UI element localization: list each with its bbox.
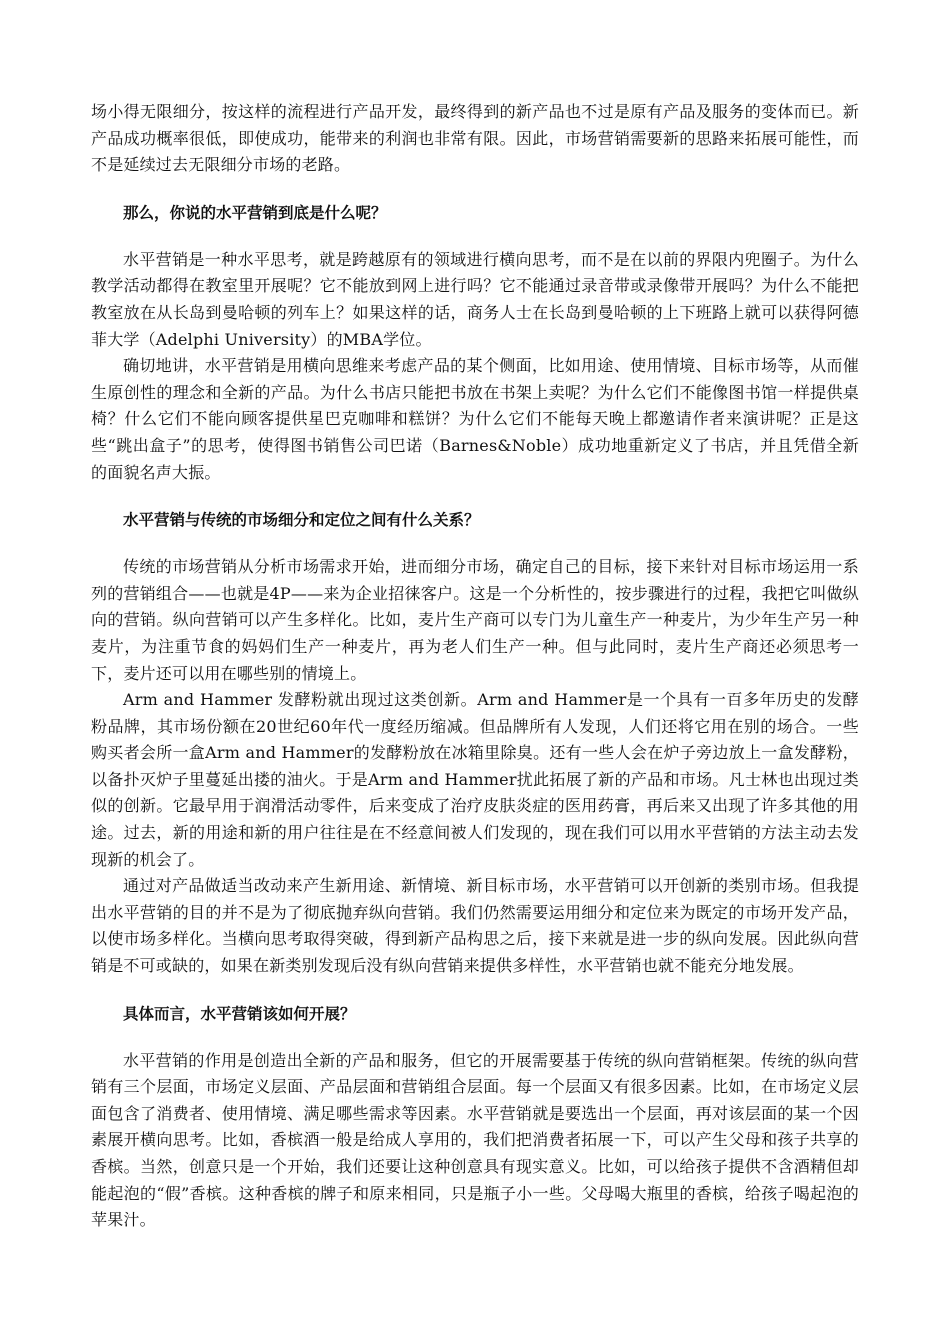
section-heading: 具体而言，水平营销该如何开展？ (123, 1004, 356, 1023)
section-relation-to-segmentation (91, 507, 859, 980)
body-paragraph: 通过对产品做适当改动来产生新用途、新情境、新目标市场，水平营销可以开创新的类别市场。但我提出水平营销的目的并不是为了彻底抛弃纵向营销。我们仍然需要运用细分和定位来为既定的市场开发产品，以使市场多样化。当横向思考取得突破，得到新产品构思之后，接下来就是进一步的纵向发展。因此纵向营销是不可或缺的，如果在新类别发现后没有纵向营销来提供多样性，水平营销也就不能充分地发展。 (91, 876, 859, 976)
body-paragraph: 场小得无限细分，按这样的流程进行产品开发，最终得到的新产品也不过是原有产品及服务的变体而已。新产品成功概率很低，即使成功，能带来的利润也非常有限。因此，市场营销需要新的思路来拓展可能性，而不是延续过去无限细分市场的老路。 (91, 102, 859, 175)
section-what-is-lateral-marketing (91, 200, 859, 486)
section-how-to-implement (91, 1001, 859, 1234)
body-paragraph: Arm and Hammer 发酵粉就出现过这类创新。Arm and Hammer是一个具有一百多年历史的发酵粉品牌，其市场份额在20世纪60年代一度经历缩减。但品牌所有人发现，人们还将它用在别的场合。一些购买者会所一盒Arm and Hammer的发酵粉放在冰箱里除臭。还有一些人会在炉子旁边放上一盒发酵粉，以备扑灭炉子里蔓延出搂的油火。于是Arm and Hammer扰此拓展了新的产品和市场。凡士林也出现过类似的创新。它最早用于润滑活动零件，后来变成了治疗皮肤炎症的医用药膏，再后来又出现了许多其他的用途。过去，新的用途和新的用户往往是在不经意间被人们发现的，现在我们可以用水平营销的方法主动去发现新的机会了。 (91, 690, 859, 869)
body-paragraph: 传统的市场营销从分析市场需求开始，进而细分市场，确定自己的目标，接下来针对目标市场运用一系列的营销组合——也就是4P——来为企业招徕客户。这是一个分析性的，按步骤进行的过程，我把它叫做纵向的营销。纵向营销可以产生多样化。比如，麦片生产商可以专门为儿童生产一种麦片，为少年生产另一种麦片，为注重节食的妈妈们生产一种麦片，再为老人们生产一种。但与此同时，麦片生产商还必须思考一下，麦片还可以用在哪些别的情境上。 (91, 557, 859, 683)
intro-section (91, 99, 859, 179)
document-page (91, 99, 859, 1234)
body-paragraph: 水平营销的作用是创造出全新的产品和服务，但它的开展需要基于传统的纵向营销框架。传统的纵向营销有三个层面，市场定义层面、产品层面和营销组合层面。每一个层面又有很多因素。比如，在市场定义层面包含了消费者、使用情境、满足哪些需求等因素。水平营销就是要选出一个层面，再对该层面的某一个因素展开横向思考。比如，香槟酒一般是给成人享用的，我们把消费者拓展一下，可以产生父母和孩子共享的香槟。当然，创意只是一个开始，我们还要让这种创意具有现实意义。比如，可以给孩子提供不含酒精但却能起泡的“假”香槟。这种香槟的牌子和原来相同，只是瓶子小一些。父母喝大瓶里的香槟，给孩子喝起泡的苹果汁。 (91, 1050, 859, 1230)
body-paragraph: 确切地讲，水平营销是用横向思维来考虑产品的某个侧面，比如用途、使用情境、目标市场等，从而催生原创性的理念和全新的产品。为什么书店只能把书放在书架上卖呢？为什么它们不能像图书馆一样提供桌椅？什么它们不能向顾客提供星巴克咖啡和糕饼？为什么它们不能每天晚上都邀请作者来演讲呢？正是这些“跳出盒子”的思考，使得图书销售公司巴诺（Barnes&Noble）成功地重新定义了书店，并且凭借全新的面貌名声大振。 (91, 356, 859, 482)
body-paragraph: 水平营销是一种水平思考，就是跨越原有的领域进行横向思考，而不是在以前的界限内兜圈子。为什么教学活动都得在教室里开展呢？它不能放到网上进行吗？它不能通过录音带或录像带开展吗？为什么不能把教室放在从长岛到曼哈顿的列车上？如果这样的话，商务人士在长岛到曼哈顿的上下班路上就可以获得阿德菲大学（Adelphi University）的MBA学位。 (91, 249, 859, 349)
section-heading: 水平营销与传统的市场细分和定位之间有什么关系？ (123, 511, 480, 530)
section-heading: 那么，你说的水平营销到底是什么呢？ (123, 203, 387, 222)
